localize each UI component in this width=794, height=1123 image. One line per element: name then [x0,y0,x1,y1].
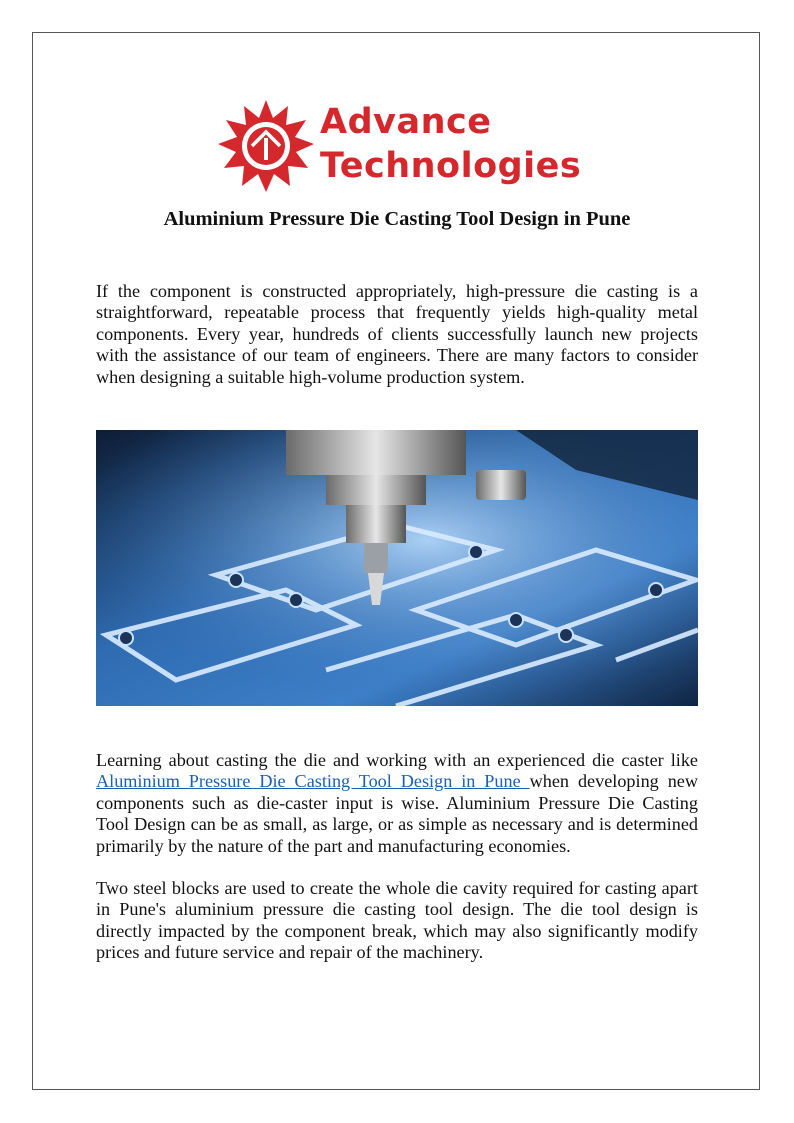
p2-text-after: when developing new components such as die-caster input is wise. Aluminium Pressure Die Casting Tool Design can be as small, as large, or as simple as necessary and is determined primarily by the nature of the part and manufacturing economies. [96,771,699,856]
company-logo [218,100,582,192]
p2-text-before: Learning about casting the die and working with an experienced die caster like [96,750,698,770]
page-title: Aluminium Pressure Die Casting Tool Design in Pune [163,208,631,230]
cnc-machining-photo [96,430,698,706]
gear-star-logo-icon [218,100,314,192]
logo-line-2: Technologies [320,146,582,186]
body-paragraph-3: Two steel blocks are used to create the whole die cavity required for casting apart in Pune's aluminium pressure die casting tool design. The die tool design is directly impacted by the component break, which may also significantly modify prices and future service and repair of the machinery. [96,878,698,963]
logo-wordmark [320,100,581,188]
service-link[interactable]: Aluminium Pressure Die Casting Tool Design in Pune [96,771,530,792]
logo-line-1: Advance [320,102,492,142]
body-paragraph-2 [96,750,698,857]
intro-paragraph: If the component is constructed appropriately, high-pressure die casting is a straightforward, repeatable process that frequently yields high-quality metal components. Every year, hundreds of clients successfully launch new projects with the assistance of our team of engineers. There are many factors to consider when designing a suitable high-volume production system. [96,281,698,387]
cnc-mill-image [96,430,698,706]
